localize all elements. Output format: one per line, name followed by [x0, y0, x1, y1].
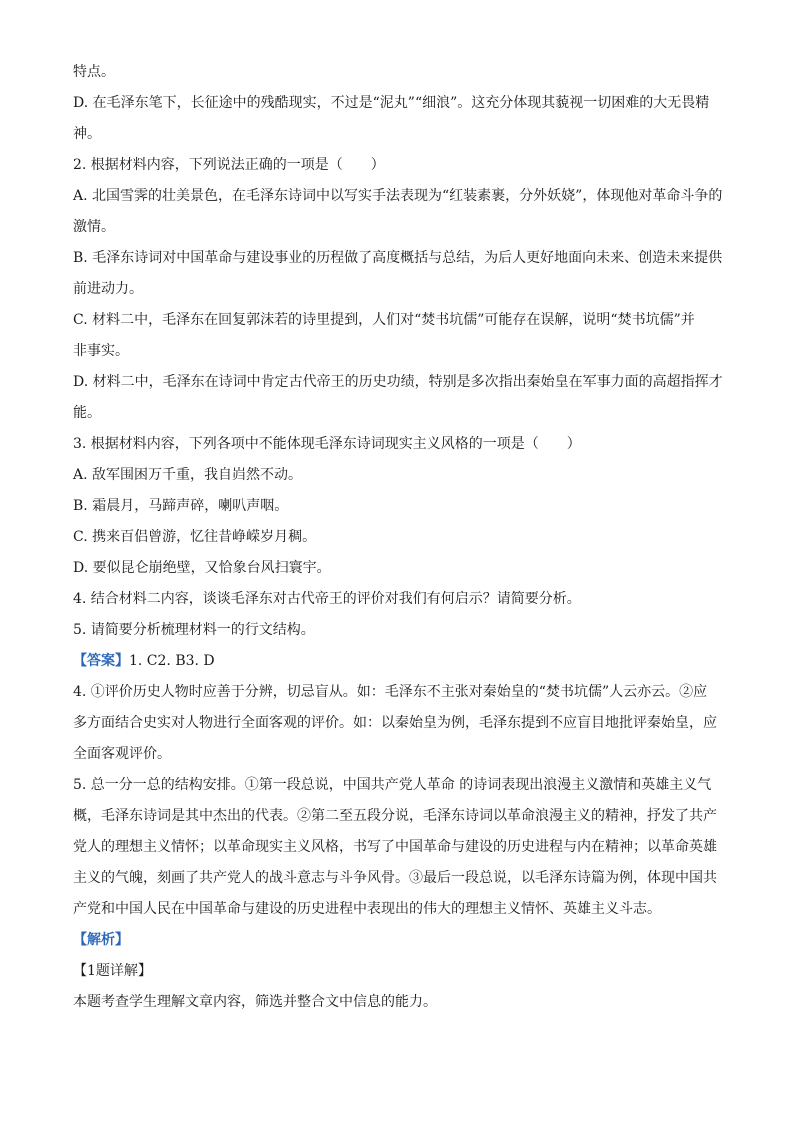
question-4: 4. 结合材料二内容，谈谈毛泽东对古代帝王的评价对我们有何启示？请简要分析。 [73, 591, 581, 607]
answer-heading [73, 651, 725, 672]
question-5: 5. 请简要分析梳理材料一的行文结构。 [73, 622, 315, 638]
answer-line: 产党和中国人民在中国革命与建设的历史进程中表现出的伟大的理想主义情怀、英雄主义斗志。 [73, 901, 661, 917]
answer-line: 5. 总一分一总的结构安排。①第一段总说，中国共产党人革命 的诗词表现出浪漫主义激情和英雄主义气 [73, 777, 712, 793]
answer-label: 【答案】 [73, 653, 129, 669]
option-c: C. 材料二中，毛泽东在回复郭沫若的诗里提到，人们对“焚书坑儒”可能存在误解，说明“焚书坑儒”并 [73, 312, 695, 328]
text-line: 前进动力。 [73, 281, 143, 297]
question-2: 2. 根据材料内容，下列说法正确的一项是（ ） [73, 157, 385, 173]
option-c: C. 携来百侣曾游，忆往昔峥嵘岁月稠。 [73, 529, 317, 545]
question-block [73, 62, 725, 1013]
text-line: 激情。 [73, 219, 115, 235]
text-line: 神。 [73, 126, 101, 142]
answer-value: 1. C2. B3. D [129, 653, 215, 669]
analysis-label: 【解析】 [73, 932, 129, 948]
answer-line: 多方面结合史实对人物进行全面客观的评价。如：以秦始皇为例，毛泽东提到不应盲目地批评秦始皇，应 [73, 715, 717, 731]
answer-line: 概，毛泽东诗词是其中杰出的代表。②第二至五段分说，毛泽东诗词以革命浪漫主义的精神，抒发了共产 [73, 808, 717, 824]
answer-line: 4. ①评价历史人物时应善于分辨，切忌盲从。如：毛泽东不主张对秦始皇的“焚书坑儒”人云亦云。②应 [73, 684, 708, 700]
option-b: B. 霜晨月，马蹄声碎，喇叭声咽。 [73, 498, 289, 514]
answer-line: 主义的气魄，刻画了共产党人的战斗意志与斗争风骨。③最后一段总说，以毛泽东诗篇为例，体现中国共 [73, 870, 717, 886]
answer-line: 全面客观评价。 [73, 746, 171, 762]
text-line: 特点。 [73, 64, 115, 80]
option-d: D. 要似昆仑崩绝壁，又恰象台风扫寰宇。 [73, 560, 331, 576]
option-a: A. 北国雪霁的壮美景色，在毛泽东诗词中以写实手法表现为“红装素裹，分外妖娆”，体现他对革命斗争的 [73, 188, 723, 204]
question-3: 3. 根据材料内容，下列各项中不能体现毛泽东诗词现实主义风格的一项是（ ） [73, 436, 581, 452]
text-line: D. 在毛泽东笔下，长征途中的残酷现实，不过是“泥丸”“细浪”。这充分体现其藐视一切困难的大无畏精 [73, 95, 710, 111]
text-line: 能。 [73, 405, 101, 421]
detail-text: 本题考查学生理解文章内容，筛选并整合文中信息的能力。 [73, 994, 437, 1010]
analysis-heading [73, 930, 725, 951]
text-line: 非事实。 [73, 343, 129, 359]
option-b: B. 毛泽东诗词对中国革命与建设事业的历程做了高度概括与总结，为后人更好地面向未来、创造未来提供 [73, 250, 723, 266]
document-page [73, 62, 725, 1013]
detail-heading: 【1题详解】 [73, 963, 152, 979]
option-d: D. 材料二中，毛泽东在诗词中肯定古代帝王的历史功绩，特别是多次指出秦始皇在军事力面的高超指挥才 [73, 374, 723, 390]
option-a: A. 敌军围困万千重，我自岿然不动。 [73, 467, 303, 483]
answer-line: 党人的理想主义情怀；以革命现实主义风格，书写了中国革命与建设的历史进程与内在精神；以革命英雄 [73, 839, 717, 855]
